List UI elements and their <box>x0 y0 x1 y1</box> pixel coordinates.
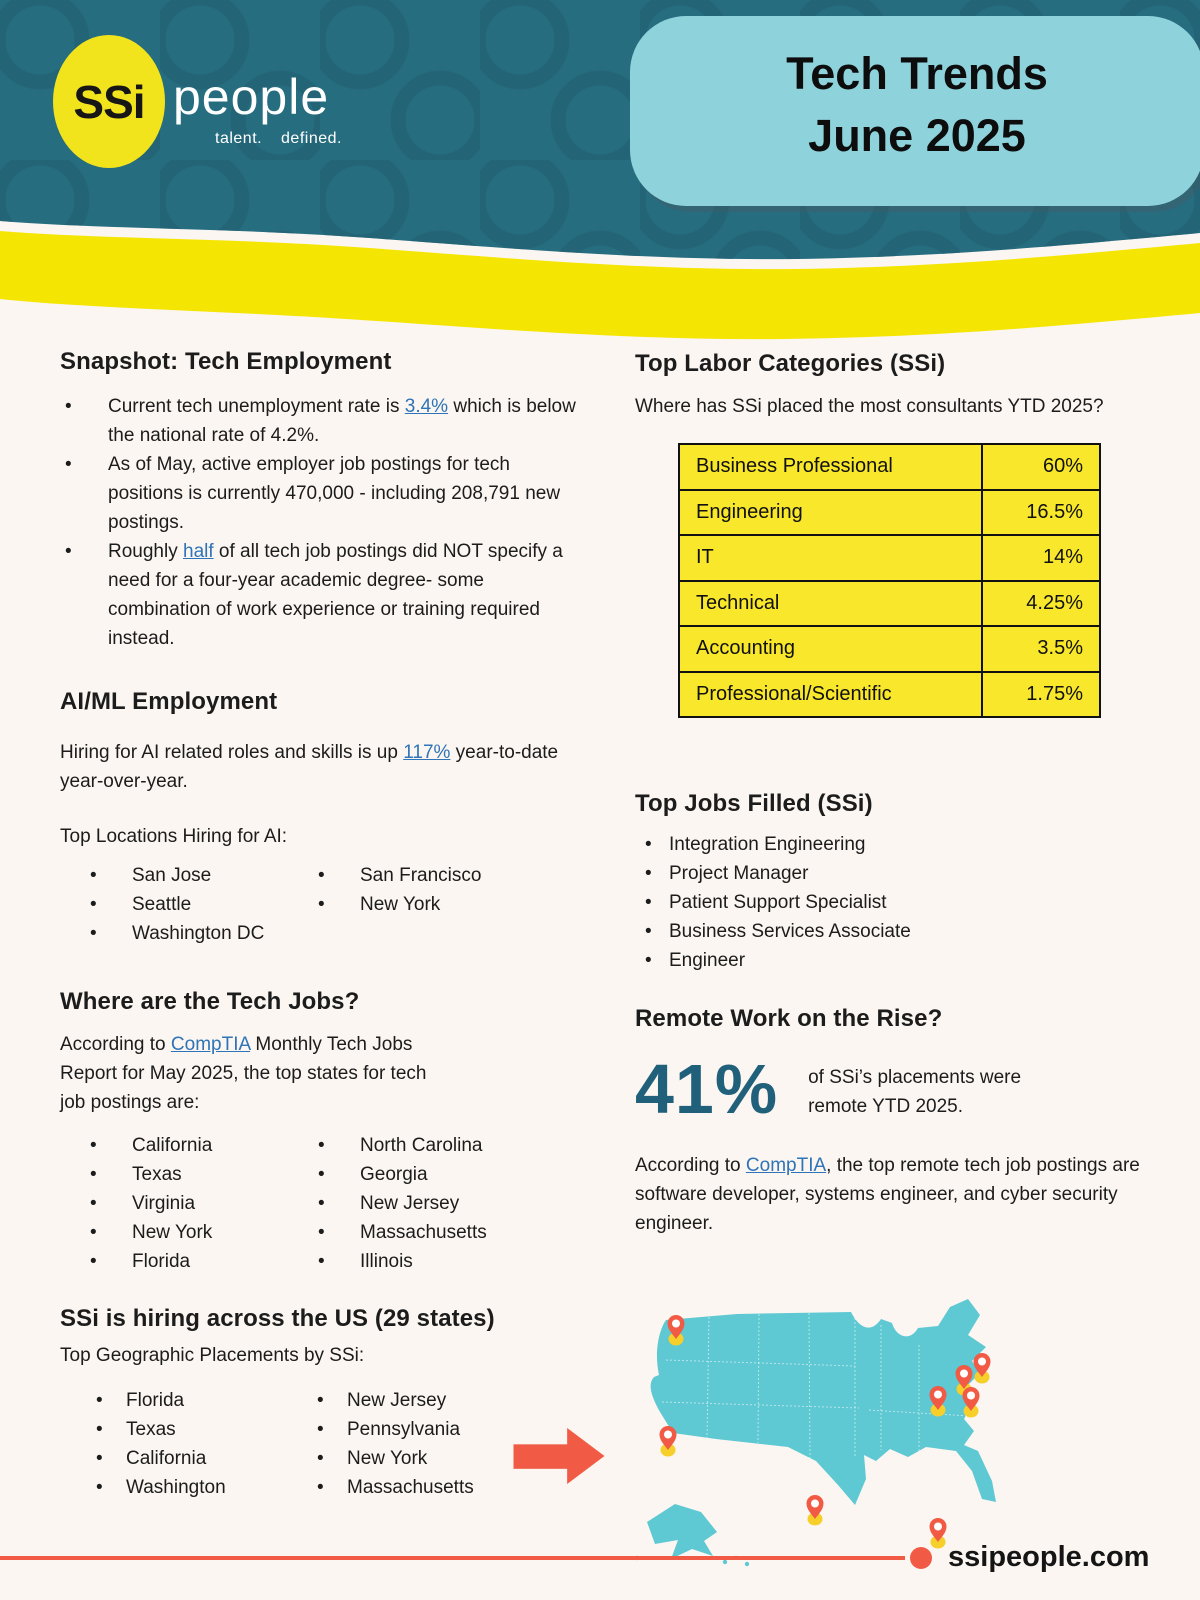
bullet-marker: • <box>65 396 72 417</box>
list-item-text: Business Services Associate <box>669 921 911 942</box>
where-paragraph <box>60 1030 440 1117</box>
ssi-logo-mark: SSi <box>73 75 145 128</box>
list-item-text: Engineer <box>669 950 746 971</box>
list-item <box>90 1131 318 1160</box>
bullet-marker: • <box>96 1390 103 1411</box>
list-item <box>645 859 1165 888</box>
labor-category-row <box>679 581 1100 627</box>
list-item <box>318 861 481 890</box>
list-item <box>60 450 580 537</box>
list-item <box>645 830 1165 859</box>
labor-categories-table <box>678 443 1101 718</box>
bullet-marker: • <box>318 1164 325 1185</box>
remote-stat-row <box>635 1050 1165 1128</box>
bullet-marker: • <box>90 1251 97 1272</box>
aiml-paragraph <box>60 738 580 796</box>
island-dot <box>723 1560 727 1564</box>
labor-category-label: Engineering <box>679 490 982 536</box>
section-top-jobs <box>635 790 1165 975</box>
top-jobs-list <box>645 830 1165 975</box>
list-item-text: New York <box>347 1448 428 1469</box>
bullet-marker: • <box>645 892 652 913</box>
list-item-text: Virginia <box>132 1193 196 1214</box>
logo-wordmark: people <box>173 69 330 125</box>
hiring-states-col2 <box>317 1386 474 1502</box>
bullet-marker: • <box>318 1193 325 1214</box>
where-heading: Where are the Tech Jobs? <box>60 988 360 1015</box>
labor-category-row <box>679 490 1100 536</box>
section-remote-work <box>635 1005 1165 1238</box>
labor-category-label: IT <box>679 535 982 581</box>
list-item <box>645 888 1165 917</box>
list-item-text: Pennsylvania <box>347 1419 461 1440</box>
labor-category-row <box>679 535 1100 581</box>
bullet-marker: • <box>318 894 325 915</box>
bullet-marker: • <box>317 1419 324 1440</box>
list-item <box>90 1218 318 1247</box>
list-item <box>317 1473 474 1502</box>
where-states-columns <box>60 1131 600 1276</box>
list-item <box>317 1415 474 1444</box>
list-item-text: Seattle <box>132 894 192 915</box>
list-item <box>96 1444 317 1473</box>
aiml-locations-columns <box>60 861 580 948</box>
text-run: which is below the national rate of 4.2%. <box>108 396 576 446</box>
us-mainland-shape <box>651 1299 996 1505</box>
list-item-text: Integration Engineering <box>669 834 866 855</box>
title-line-2: June 2025 <box>808 110 1026 161</box>
list-item <box>317 1386 474 1415</box>
aiml-subheading: Top Locations Hiring for AI: <box>60 826 288 847</box>
list-item <box>90 1189 318 1218</box>
labor-category-value: 14% <box>982 535 1100 581</box>
hiring-states-col1 <box>96 1386 317 1502</box>
aiml-locations-col1 <box>90 861 318 948</box>
labor-heading: Top Labor Categories (SSi) <box>635 350 946 377</box>
list-item-text: California <box>126 1448 207 1469</box>
list-item-text: New Jersey <box>347 1390 447 1411</box>
text-run: of all tech job postings did NOT specify a need for a four-year academic degree- some combination of work experience or training required instead. <box>108 541 563 649</box>
inline-link[interactable]: 117% <box>403 742 451 763</box>
list-item <box>645 946 1165 975</box>
list-item <box>318 1247 487 1276</box>
remote-stat-value: 41% <box>635 1050 779 1128</box>
list-item-text: New York <box>132 1222 213 1243</box>
list-item <box>96 1473 317 1502</box>
list-item-text: Washington <box>126 1477 226 1498</box>
list-item-text: Texas <box>126 1419 176 1440</box>
title-line-1: Tech Trends <box>786 48 1048 99</box>
list-item-text: Massachusetts <box>360 1222 487 1243</box>
list-item <box>318 1218 487 1247</box>
alaska-shape <box>647 1504 717 1559</box>
aiml-locations-col2 <box>318 861 481 948</box>
list-item <box>60 392 580 450</box>
text-run: , the top remote tech job postings are software developer, systems engineer, and cyber security engineer. <box>635 1155 1140 1234</box>
list-item <box>90 890 318 919</box>
list-item <box>318 1189 487 1218</box>
logo-wordmark-block <box>173 35 342 168</box>
right-arrow-icon <box>513 1428 605 1484</box>
section-where-tech-jobs <box>60 988 600 1276</box>
text-run: year-to-date year-over-year. <box>60 742 559 792</box>
island-dot <box>745 1562 749 1566</box>
text-run: Hiring for AI related roles and skills is up <box>60 742 404 763</box>
bullet-marker: • <box>90 1193 97 1214</box>
footer-accent-line <box>0 1556 905 1560</box>
bullet-marker: • <box>645 834 652 855</box>
text-run: Roughly <box>108 541 183 562</box>
location-pin <box>930 1518 947 1549</box>
text-run: Monthly Tech Jobs Report for May 2025, the top states for tech job postings are: <box>60 1034 427 1113</box>
labor-category-label: Technical <box>679 581 982 627</box>
bullet-marker: • <box>90 1135 97 1156</box>
labor-category-value: 1.75% <box>982 672 1100 718</box>
labor-category-label: Professional/Scientific <box>679 672 982 718</box>
list-item-text: Patient Support Specialist <box>669 892 887 913</box>
aiml-heading: AI/ML Employment <box>60 688 278 715</box>
labor-paragraph: Where has SSi placed the most consultants YTD 2025? <box>635 396 1104 417</box>
newsletter-title-box <box>630 16 1200 206</box>
remote-heading: Remote Work on the Rise? <box>635 1005 943 1032</box>
bullet-marker: • <box>90 1222 97 1243</box>
hiring-subheading: Top Geographic Placements by SSi: <box>60 1345 365 1366</box>
list-item-text: San Francisco <box>360 865 482 886</box>
list-item-text: San Jose <box>132 865 212 886</box>
remote-paragraph <box>635 1151 1140 1238</box>
list-item-text: Florida <box>132 1251 191 1272</box>
list-item-text: Georgia <box>360 1164 428 1185</box>
labor-category-row <box>679 444 1100 490</box>
list-item-text: New Jersey <box>360 1193 460 1214</box>
list-item <box>90 919 318 948</box>
list-item <box>318 890 481 919</box>
bullet-marker: • <box>90 923 97 944</box>
bullet-marker: • <box>318 1251 325 1272</box>
list-item-text: Project Manager <box>669 863 809 884</box>
list-item <box>96 1415 317 1444</box>
location-pin <box>668 1315 685 1346</box>
bullet-marker: • <box>96 1448 103 1469</box>
list-item-text: Florida <box>126 1390 185 1411</box>
text-run: According to <box>60 1034 171 1055</box>
footer-website-url[interactable]: ssipeople.com <box>948 1541 1150 1573</box>
hiring-heading: SSi is hiring across the US (29 states) <box>60 1305 495 1332</box>
list-item-text: Texas <box>132 1164 182 1185</box>
location-pin <box>974 1353 991 1384</box>
labor-category-value: 3.5% <box>982 626 1100 672</box>
list-item-text: Washington DC <box>132 923 265 944</box>
bullet-marker: • <box>96 1419 103 1440</box>
labor-category-label: Business Professional <box>679 444 982 490</box>
section-snapshot <box>60 348 580 653</box>
list-item-text: California <box>132 1135 213 1156</box>
where-states-col1 <box>90 1131 318 1276</box>
bullet-marker: • <box>645 921 652 942</box>
jobs-heading: Top Jobs Filled (SSi) <box>635 790 873 817</box>
bullet-marker: • <box>317 1390 324 1411</box>
snapshot-bullet-list <box>60 392 580 653</box>
labor-category-value: 60% <box>982 444 1100 490</box>
list-item-text: New York <box>360 894 441 915</box>
labor-category-row <box>679 626 1100 672</box>
logo-tagline: talent. defined. <box>215 130 342 147</box>
list-item <box>90 1247 318 1276</box>
list-item-text: North Carolina <box>360 1135 483 1156</box>
bullet-marker: • <box>317 1448 324 1469</box>
ssi-people-logo <box>53 35 342 168</box>
bullet-marker: • <box>90 894 97 915</box>
bullet-marker: • <box>645 863 652 884</box>
text-run: Current tech unemployment rate is <box>108 396 405 417</box>
bullet-marker: • <box>318 1135 325 1156</box>
list-item <box>318 1131 487 1160</box>
labor-category-value: 4.25% <box>982 581 1100 627</box>
inline-link[interactable]: CompTIA <box>170 1034 251 1055</box>
inline-link[interactable]: 3.4% <box>404 396 449 417</box>
bullet-marker: • <box>317 1477 324 1498</box>
list-item <box>318 1160 487 1189</box>
location-pin <box>930 1386 947 1417</box>
bullet-marker: • <box>645 950 652 971</box>
list-item <box>90 861 318 890</box>
labor-category-value: 16.5% <box>982 490 1100 536</box>
list-item <box>96 1386 317 1415</box>
location-pin <box>807 1495 824 1526</box>
bullet-marker: • <box>96 1477 103 1498</box>
location-pin <box>660 1426 677 1457</box>
ssi-logo-circle <box>53 35 165 168</box>
location-pin <box>963 1387 980 1418</box>
bullet-marker: • <box>90 1164 97 1185</box>
inline-link[interactable]: CompTIA <box>745 1155 827 1176</box>
list-item <box>317 1444 474 1473</box>
labor-category-label: Accounting <box>679 626 982 672</box>
list-item-text: Massachusetts <box>347 1477 474 1498</box>
list-item <box>60 537 580 653</box>
section-labor-categories <box>635 350 1165 718</box>
inline-link[interactable]: half <box>183 541 214 562</box>
text-run: As of May, active employer job postings for tech positions is currently 470,000 - including 208,791 new postings. <box>108 454 561 533</box>
list-item <box>645 917 1165 946</box>
text-run: According to <box>635 1155 746 1176</box>
labor-category-row <box>679 672 1100 718</box>
footer-accent-dot <box>910 1547 932 1569</box>
snapshot-heading: Snapshot: Tech Employment <box>60 348 392 375</box>
bullet-marker: • <box>65 541 72 562</box>
bullet-marker: • <box>318 1222 325 1243</box>
section-aiml <box>60 688 580 948</box>
remote-stat-caption: of SSi’s placements were remote YTD 2025. <box>808 1067 1022 1117</box>
labor-table-body <box>679 444 1100 717</box>
bullet-marker: • <box>90 865 97 886</box>
list-item <box>90 1160 318 1189</box>
where-states-col2 <box>318 1131 487 1276</box>
arrow-shaft <box>514 1444 570 1469</box>
bullet-marker: • <box>318 865 325 886</box>
bullet-marker: • <box>65 454 72 475</box>
arrow-head <box>567 1428 604 1484</box>
list-item-text: Illinois <box>360 1251 413 1272</box>
